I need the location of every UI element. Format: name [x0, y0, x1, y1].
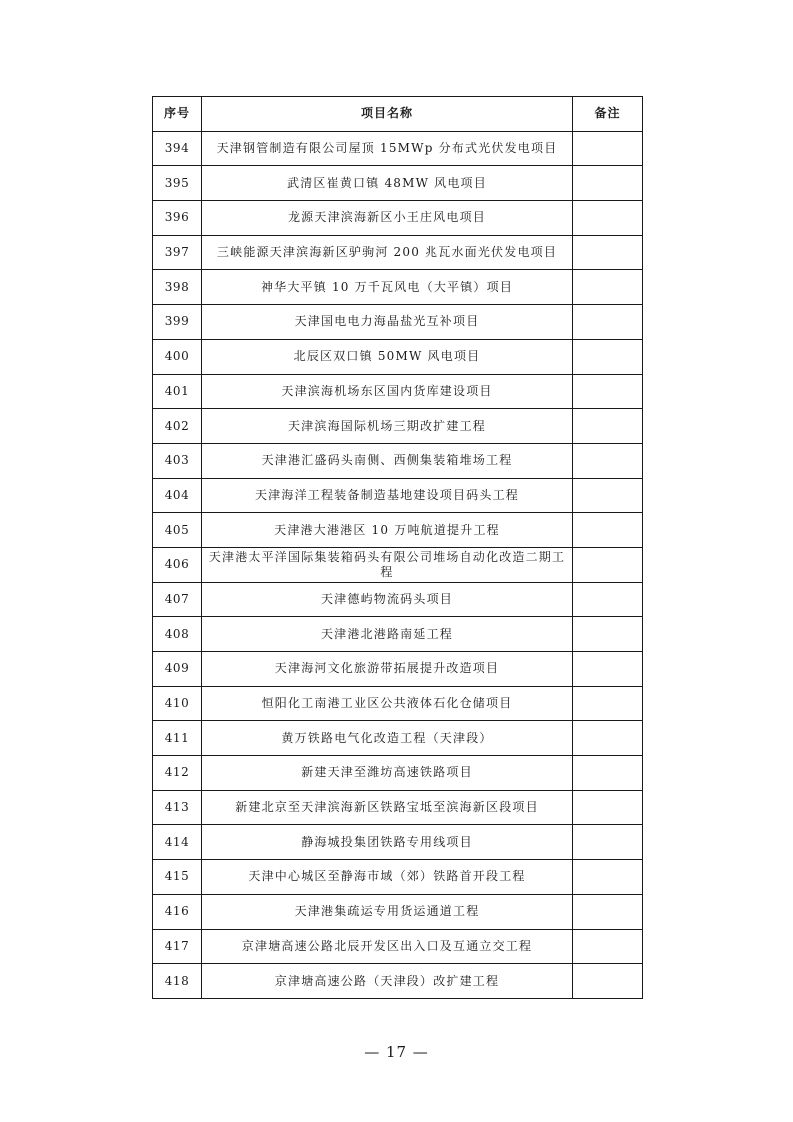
row-note	[573, 790, 643, 825]
row-number: 398	[153, 270, 202, 305]
row-note	[573, 409, 643, 444]
row-number: 402	[153, 409, 202, 444]
table-row	[153, 929, 643, 964]
row-number: 403	[153, 443, 202, 478]
table-row	[153, 617, 643, 652]
table-row	[153, 166, 643, 201]
table-row	[153, 270, 643, 305]
table-row	[153, 513, 643, 548]
row-note	[573, 339, 643, 374]
row-number: 404	[153, 478, 202, 513]
row-number: 418	[153, 964, 202, 999]
table-row	[153, 721, 643, 756]
table-row	[153, 339, 643, 374]
table-row	[153, 652, 643, 687]
table-row	[153, 686, 643, 721]
row-note	[573, 374, 643, 409]
table-row	[153, 756, 643, 791]
header-project-name: 项目名称	[202, 97, 573, 132]
row-note	[573, 686, 643, 721]
row-number: 408	[153, 617, 202, 652]
table-row	[153, 790, 643, 825]
row-number: 405	[153, 513, 202, 548]
row-number: 415	[153, 860, 202, 895]
row-project-name: 京津塘高速公路北辰开发区出入口及互通立交工程	[202, 929, 573, 964]
row-number: 394	[153, 131, 202, 166]
row-number: 416	[153, 894, 202, 929]
header-row	[153, 97, 643, 132]
row-number: 409	[153, 652, 202, 687]
row-project-name: 天津钢管制造有限公司屋顶 15MWp 分布式光伏发电项目	[202, 131, 573, 166]
table-row	[153, 443, 643, 478]
row-note	[573, 825, 643, 860]
table-body	[153, 131, 643, 998]
row-note	[573, 166, 643, 201]
row-note	[573, 201, 643, 236]
row-project-name: 北辰区双口镇 50MW 风电项目	[202, 339, 573, 374]
row-project-name: 天津中心城区至静海市域（郊）铁路首开段工程	[202, 860, 573, 895]
row-project-name: 天津德屿物流码头项目	[202, 582, 573, 617]
row-project-name: 天津海河文化旅游带拓展提升改造项目	[202, 652, 573, 687]
table-header	[153, 97, 643, 132]
table-row	[153, 235, 643, 270]
table-row	[153, 964, 643, 999]
table-row	[153, 547, 643, 582]
row-project-name: 恒阳化工南港工业区公共液体石化仓储项目	[202, 686, 573, 721]
row-number: 396	[153, 201, 202, 236]
table-row	[153, 894, 643, 929]
row-project-name: 天津港汇盛码头南侧、西侧集装箱堆场工程	[202, 443, 573, 478]
row-project-name: 新建北京至天津滨海新区铁路宝坻至滨海新区段项目	[202, 790, 573, 825]
row-note	[573, 235, 643, 270]
row-number: 414	[153, 825, 202, 860]
row-project-name: 天津港大港港区 10 万吨航道提升工程	[202, 513, 573, 548]
row-note	[573, 478, 643, 513]
row-project-name: 黄万铁路电气化改造工程（天津段）	[202, 721, 573, 756]
row-note	[573, 964, 643, 999]
row-project-name: 神华大平镇 10 万千瓦风电（大平镇）项目	[202, 270, 573, 305]
row-note	[573, 131, 643, 166]
page-number: — 17 —	[364, 1043, 429, 1061]
row-number: 399	[153, 305, 202, 340]
header-number: 序号	[153, 97, 202, 132]
row-number: 411	[153, 721, 202, 756]
row-number: 397	[153, 235, 202, 270]
row-project-name: 三峡能源天津滨海新区驴驹河 200 兆瓦水面光伏发电项目	[202, 235, 573, 270]
table-row	[153, 825, 643, 860]
row-project-name: 静海城投集团铁路专用线项目	[202, 825, 573, 860]
table-row	[153, 374, 643, 409]
row-project-name: 天津滨海机场东区国内货库建设项目	[202, 374, 573, 409]
row-project-name: 新建天津至潍坊高速铁路项目	[202, 756, 573, 791]
row-note	[573, 270, 643, 305]
row-project-name: 京津塘高速公路（天津段）改扩建工程	[202, 964, 573, 999]
row-number: 395	[153, 166, 202, 201]
table-row	[153, 582, 643, 617]
row-number: 412	[153, 756, 202, 791]
row-project-name: 天津国电电力海晶盐光互补项目	[202, 305, 573, 340]
row-note	[573, 929, 643, 964]
row-note	[573, 721, 643, 756]
row-note	[573, 547, 643, 582]
row-number: 400	[153, 339, 202, 374]
row-note	[573, 443, 643, 478]
row-note	[573, 756, 643, 791]
row-number: 407	[153, 582, 202, 617]
row-note	[573, 652, 643, 687]
row-note	[573, 894, 643, 929]
row-project-name: 天津海洋工程装备制造基地建设项目码头工程	[202, 478, 573, 513]
header-note: 备注	[573, 97, 643, 132]
row-note	[573, 582, 643, 617]
table-row	[153, 478, 643, 513]
row-project-name: 天津港北港路南延工程	[202, 617, 573, 652]
row-project-name: 天津滨海国际机场三期改扩建工程	[202, 409, 573, 444]
table-row	[153, 201, 643, 236]
row-number: 413	[153, 790, 202, 825]
table-row	[153, 305, 643, 340]
row-number: 406	[153, 547, 202, 582]
row-project-name: 天津港集疏运专用货运通道工程	[202, 894, 573, 929]
row-note	[573, 617, 643, 652]
row-note	[573, 513, 643, 548]
project-table	[152, 96, 643, 999]
table-row	[153, 409, 643, 444]
row-note	[573, 860, 643, 895]
table-row	[153, 131, 643, 166]
row-number: 401	[153, 374, 202, 409]
row-project-name: 天津港太平洋国际集装箱码头有限公司堆场自动化改造二期工程	[202, 547, 573, 582]
table-row	[153, 860, 643, 895]
row-project-name: 武清区崔黄口镇 48MW 风电项目	[202, 166, 573, 201]
row-project-name: 龙源天津滨海新区小王庄风电项目	[202, 201, 573, 236]
row-number: 417	[153, 929, 202, 964]
row-note	[573, 305, 643, 340]
row-number: 410	[153, 686, 202, 721]
